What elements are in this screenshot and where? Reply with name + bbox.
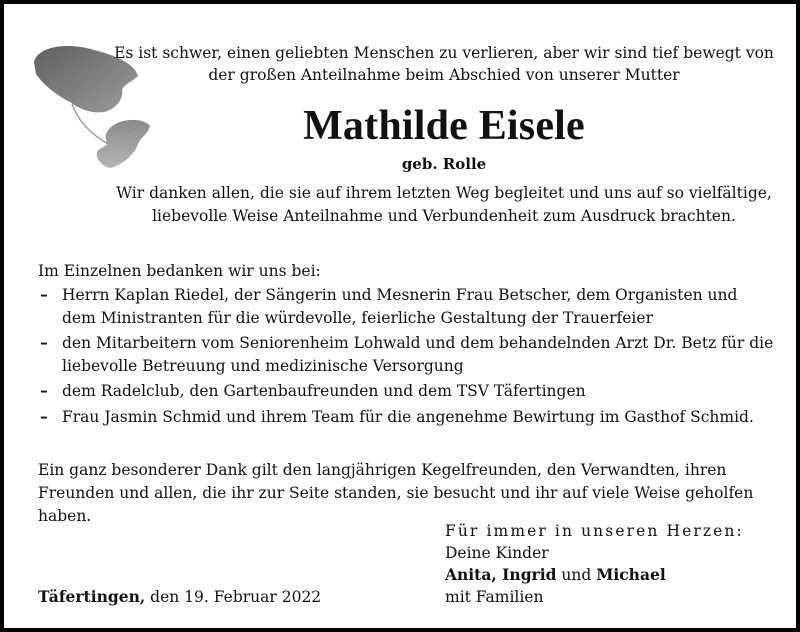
details-lead: Im Einzelnen bedanken wir uns bei: (38, 262, 321, 280)
child-names-2: Michael (596, 565, 666, 584)
child-names-1: Anita, Ingrid (445, 565, 557, 584)
list-item-text: dem Radelclub, den Gartenbaufreunden und dem TSV Täfertingen (62, 382, 586, 400)
maiden-name: geb. Rolle (401, 155, 487, 173)
bullet-dash: – (40, 285, 48, 304)
list-item (40, 284, 776, 329)
closing-line-children: Deine Kinder (445, 544, 549, 562)
bullet-dash: – (40, 381, 48, 400)
bullet-dash: – (40, 406, 48, 426)
special-thanks: Ein ganz besonderer Dank gilt den langjährigen Kegelfreunden, den Verwandten, ihren Freunden und allen, die ihr zur Seite standen, sie besucht und ihr auf viele Weise geholfen haben. (38, 461, 754, 525)
names-conjunction: und (561, 566, 592, 584)
list-item-text: Herrn Kaplan Riedel, der Sängerin und Mesnerin Frau Betscher, dem Organisten und dem Ministranten für die würdevolle, feierliche Gestaltung der Trauerfeier (62, 286, 738, 327)
list-item (40, 332, 776, 377)
place-date (38, 586, 418, 608)
intro-text: Es ist schwer, einen geliebten Menschen zu verlieren, aber wir sind tief bewegt von der großen Anteilnahme beim Abschied von unserer Mutter (114, 44, 774, 84)
list-item (40, 380, 776, 403)
closing-names (445, 564, 785, 586)
bullet-dash: – (40, 333, 48, 352)
date-text: den 19. Februar 2022 (150, 588, 322, 606)
closing-families: mit Familien (445, 588, 544, 606)
closing-signature (445, 520, 785, 608)
list-item (40, 406, 776, 429)
list-item-text: den Mitarbeitern vom Seniorenheim Lohwald und dem behandelnden Arzt Dr. Betz für die liebevolle Betreuung und medizinische Versorgung (62, 334, 774, 375)
closing-motto: Für immer in unseren Herzen: (445, 522, 744, 540)
thanks-list (40, 284, 776, 431)
list-item-text: Frau Jasmin Schmid und ihrem Team für die angenehme Bewirtung im Gasthof Schmid. (62, 407, 754, 426)
place-name: Täfertingen, (38, 587, 146, 606)
thanks-text: Wir danken allen, die sie auf ihrem letzten Weg begleitet und uns auf so vielfältige, liebevolle Weise Anteilnahme und Verbundenheit zum Ausdruck brachten. (116, 184, 772, 225)
deceased-name: Mathilde Eisele (303, 103, 585, 149)
